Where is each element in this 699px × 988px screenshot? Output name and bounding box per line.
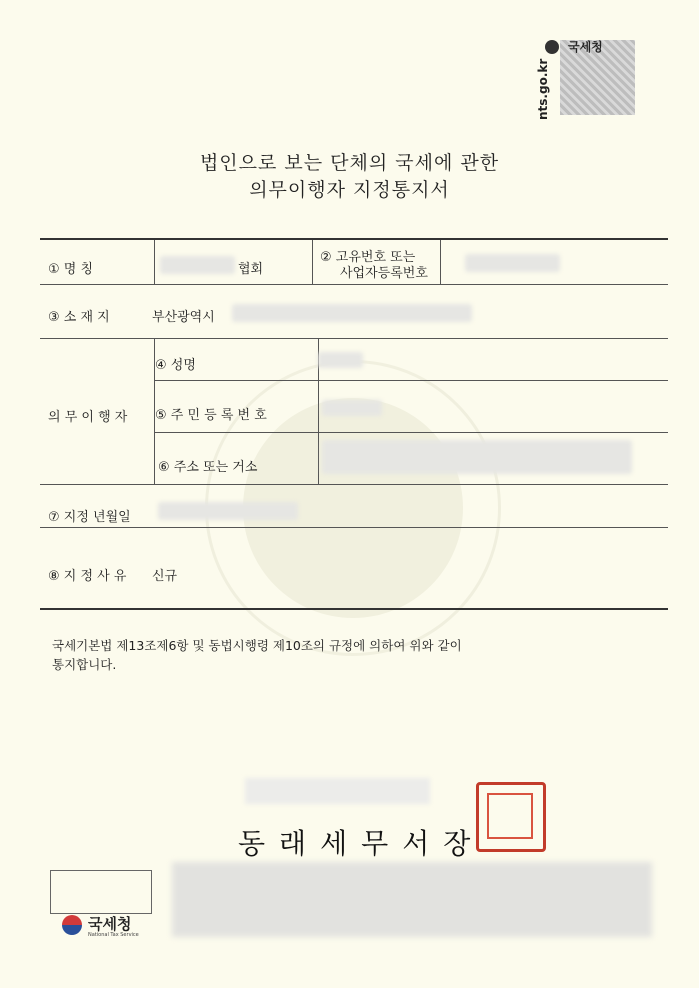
resident-number-label: ⑤ 주 민 등 록 번 호 bbox=[155, 408, 267, 423]
redacted-resident-number bbox=[322, 400, 382, 416]
notice-line2: 통지합니다. bbox=[52, 657, 117, 672]
document-title-line2: 의무이행자 지정통지서 bbox=[249, 179, 450, 201]
redacted-residence bbox=[322, 440, 632, 474]
issuing-office: 동래세무서장 bbox=[238, 827, 485, 860]
footer-agency-sub: National Tax Service bbox=[88, 932, 139, 938]
stamp-box bbox=[50, 870, 152, 914]
redacted-person-name bbox=[318, 352, 363, 368]
id-label-line2: 사업자등록번호 bbox=[340, 266, 428, 281]
obligor-label: 의 무 이 행 자 bbox=[48, 410, 128, 425]
name-value: 협회 bbox=[238, 262, 264, 277]
redacted-id bbox=[465, 254, 560, 272]
address-value: 부산광역시 bbox=[152, 310, 215, 325]
form-table bbox=[40, 238, 668, 610]
residence-label: ⑥ 주소 또는 거소 bbox=[158, 460, 258, 475]
agency-label: 국세청 bbox=[568, 40, 603, 54]
redacted-name bbox=[160, 256, 235, 274]
agency-url: nts.go.kr bbox=[536, 58, 550, 120]
name-label: ① 명 칭 bbox=[48, 262, 94, 277]
nts-emblem-icon bbox=[62, 915, 82, 935]
notice-line1: 국세기본법 제13조제6항 및 동법시행령 제10조의 규정에 의하여 위와 같이 bbox=[52, 638, 462, 653]
redacted-footer bbox=[172, 862, 652, 937]
footer-agency-label: 국세청 bbox=[88, 915, 132, 933]
date-label: ⑦ 지정 년월일 bbox=[48, 510, 131, 525]
official-seal-stamp bbox=[476, 782, 546, 852]
document-title-line1: 법인으로 보는 단체의 국세에 관한 bbox=[199, 152, 500, 174]
nts-logo-icon bbox=[545, 40, 559, 54]
reason-label: ⑧ 지 정 사 유 bbox=[48, 569, 127, 584]
reason-value: 신규 bbox=[152, 569, 178, 584]
id-label-line1: ② 고유번호 또는 bbox=[320, 250, 416, 265]
redacted-date bbox=[158, 502, 298, 520]
person-name-label: ④ 성명 bbox=[155, 358, 196, 373]
redacted-address bbox=[232, 304, 472, 322]
address-label: ③ 소 재 지 bbox=[48, 310, 110, 325]
notice-text bbox=[52, 636, 552, 674]
redacted-date-signed bbox=[245, 778, 430, 804]
